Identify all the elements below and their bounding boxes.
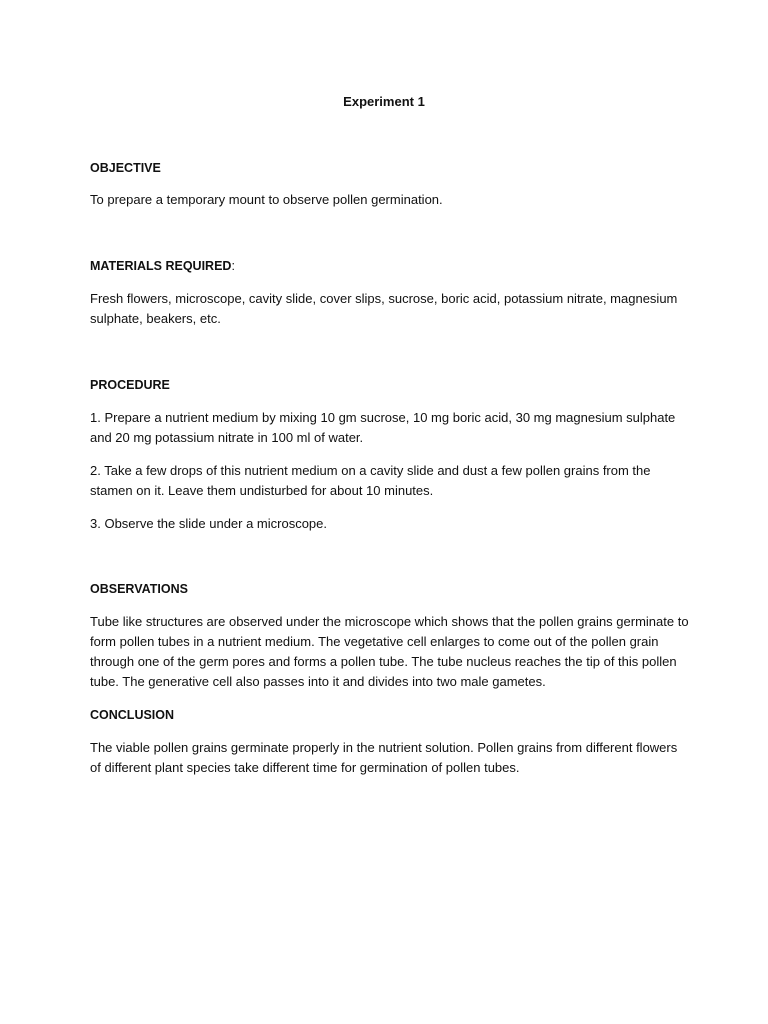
objective-text	[90, 190, 684, 210]
conclusion-heading: CONCLUSION	[90, 708, 175, 722]
procedure-step-line: 1. Prepare a nutrient medium by mixing 10 gm sucrose, 10 mg boric acid, 30 mg magnesium sulphate	[90, 410, 676, 425]
procedure-step-line: stamen on it. Leave them undisturbed for about 10 minutes.	[90, 483, 434, 498]
procedure-step-line: 3. Observe the slide under a microscope.	[90, 516, 328, 531]
procedure-step-line: 2. Take a few drops of this nutrient medium on a cavity slide and dust a few pollen grains from the	[90, 463, 651, 478]
materials-line: sulphate, beakers, etc.	[90, 311, 221, 326]
materials-heading-colon: :	[231, 259, 235, 273]
procedure-step-line: and 20 mg potassium nitrate in 100 ml of water.	[90, 430, 364, 445]
observations-heading: OBSERVATIONS	[90, 582, 188, 596]
objective-heading: OBJECTIVE	[90, 161, 161, 175]
observations-line: Tube like structures are observed under the microscope which shows that the pollen grains germinate to	[90, 614, 689, 629]
materials-heading-label: MATERIALS REQUIRED	[90, 259, 232, 273]
objective-line: To prepare a temporary mount to observe pollen germination.	[90, 192, 443, 207]
procedure-heading: PROCEDURE	[90, 378, 170, 392]
observations-line: form pollen tubes in a nutrient medium. The vegetative cell enlarges to come out of the pollen grain	[90, 634, 659, 649]
observations-line: tube. The generative cell also passes into it and divides into two male gametes.	[90, 674, 546, 689]
document-title: Experiment 1	[343, 94, 425, 109]
conclusion-line: The viable pollen grains germinate properly in the nutrient solution. Pollen grains from different flowers	[90, 740, 678, 755]
observations-line: through one of the germ pores and forms a pollen tube. The tube nucleus reaches the tip of this pollen	[90, 654, 677, 669]
procedure-step-2	[90, 461, 684, 501]
observations-text	[90, 612, 689, 692]
procedure-step-3	[90, 514, 684, 534]
procedure-step-1	[90, 408, 684, 448]
conclusion-text	[90, 738, 684, 778]
materials-text	[90, 289, 684, 329]
conclusion-line: of different plant species take different time for germination of pollen tubes.	[90, 760, 520, 775]
materials-line: Fresh flowers, microscope, cavity slide, cover slips, sucrose, boric acid, potassium nitrate, magnesium	[90, 291, 678, 306]
materials-heading	[90, 258, 235, 274]
